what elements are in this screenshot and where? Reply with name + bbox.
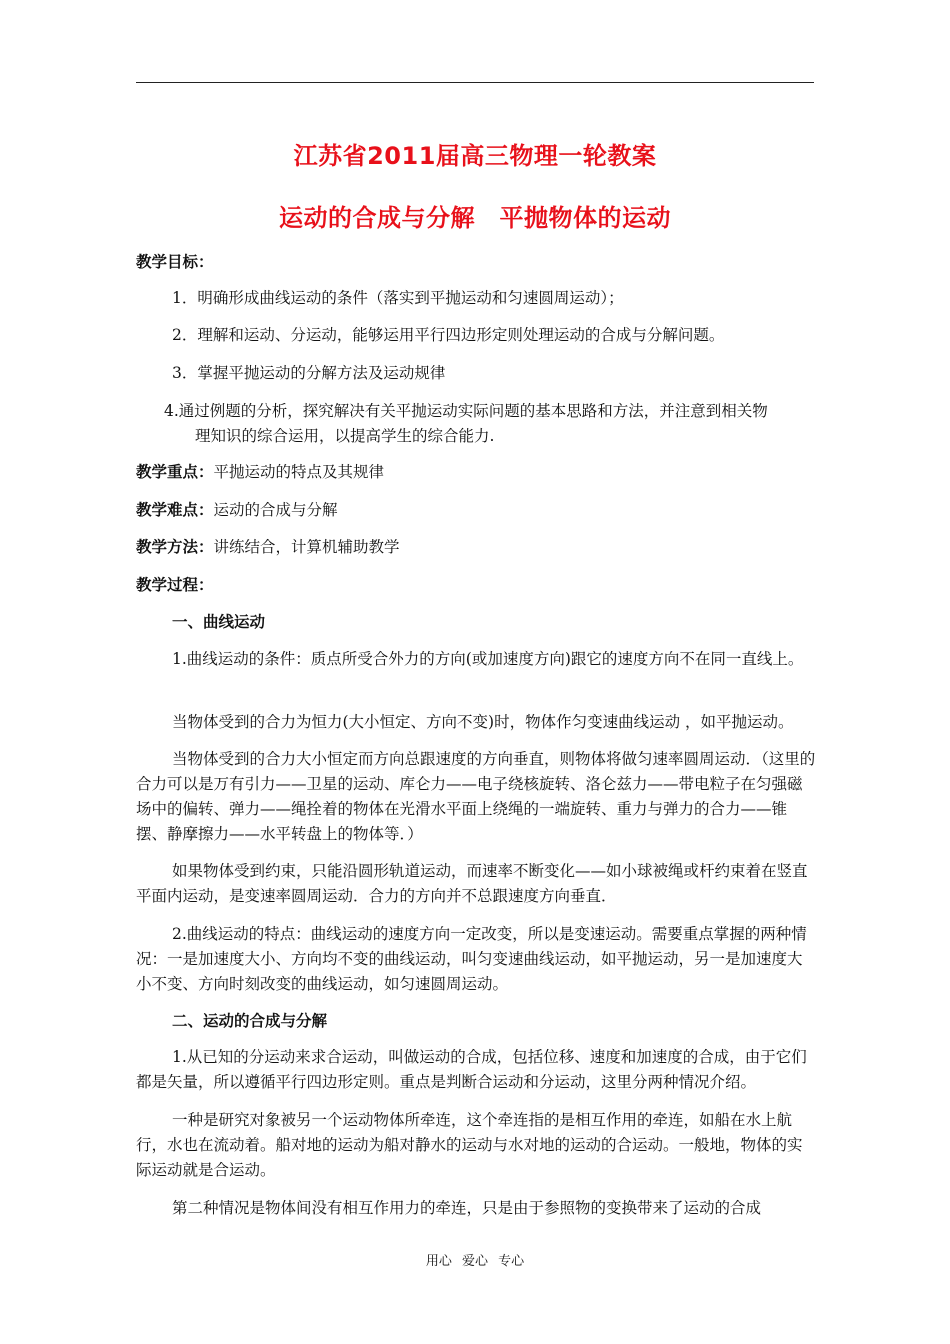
objective-item-2: 2．理解和运动、分运动，能够运用平行四边形定则处理运动的合成与分解问题。: [172, 326, 725, 344]
doc-title: 江苏省2011届高三物理一轮教案: [293, 142, 657, 170]
section1-p2: 当物体受到的合力为恒力(大小恒定、方向不变)时，物体作匀变速曲线运动 ，如平抛运动。: [172, 713, 794, 731]
key-point: [136, 460, 384, 485]
key-point-label: 教学重点：: [136, 463, 214, 481]
section1-heading: 一、曲线运动: [172, 613, 266, 631]
objective-item-3: 3．掌握平抛运动的分解方法及运动规律: [172, 364, 446, 382]
section1-p3: 当物体受到的合力大小恒定而方向总跟速度的方向垂直，则物体将做匀速率圆周运动．（这里的合力可以是万有引力——卫星的运动、库仑力——电子绕核旋转、洛仑兹力——带电粒子在匀强磁场中的偏转、弹力——绳拴着的物体在光滑水平面上绕绳的一端旋转、重力与弹力的合力——锥摆、静摩擦力——水平转盘上的物体等．）: [136, 750, 816, 843]
section1-p5: 2.曲线运动的特点：曲线运动的速度方向一定改变，所以是变速运动。需要重点掌握的两种情况：一是加速度大小、方向均不变的曲线运动，叫匀变速曲线运动，如平抛运动，另一是加速度大小不变、方向时刻改变的曲线运动，如匀速圆周运动。: [136, 925, 807, 993]
section2-p1: 1.从已知的分运动来求合运动，叫做运动的合成，包括位移、速度和加速度的合成，由于它们都是矢量，所以遵循平行四边形定则。重点是判断合运动和分运动，这里分两种情况介绍。: [136, 1048, 807, 1091]
page-footer: 用心 爱心 专心: [425, 1254, 525, 1269]
objectives-label: 教学目标：: [136, 253, 214, 271]
difficulty-text: 运动的合成与分解: [213, 501, 338, 519]
method: [136, 535, 400, 560]
objective-item-4-cont: 理知识的综合运用，以提高学生的综合能力.: [195, 427, 495, 445]
objective-item-4: 4.通过例题的分析，探究解决有关平抛运动实际问题的基本思路和方法，并注意到相关物: [164, 402, 768, 420]
header-rule: [136, 82, 814, 83]
section2-p2: 一种是研究对象被另一个运动物体所牵连，这个牵连指的是相互作用的牵连，如船在水上航行，水也在流动着。船对地的运动为船对静水的运动与水对地的运动的合运动。一般地，物体的实际运动就是合运动。: [136, 1111, 803, 1179]
section2-p3: 第二种情况是物体间没有相互作用力的牵连，只是由于参照物的变换带来了运动的合成: [172, 1199, 762, 1217]
section1-p1: 1.曲线运动的条件：质点所受合外力的方向(或加速度方向)跟它的速度方向不在同一直线上。: [172, 650, 804, 668]
difficulty-label: 教学难点：: [136, 501, 214, 519]
process-label: 教学过程：: [136, 576, 214, 594]
objective-item-1: 1．明确形成曲线运动的条件（落实到平抛运动和匀速圆周运动）；: [172, 289, 624, 307]
key-point-text: 平抛运动的特点及其规律: [213, 463, 385, 481]
difficulty: [136, 498, 338, 523]
method-text: 讲练结合，计算机辅助教学: [213, 538, 400, 556]
method-label: 教学方法：: [136, 538, 214, 556]
doc-subtitle: 运动的合成与分解 平抛物体的运动: [279, 204, 671, 232]
section2-heading: 二、运动的合成与分解: [172, 1012, 328, 1030]
section1-p4: 如果物体受到约束，只能沿圆形轨道运动，而速率不断变化——如小球被绳或杆约束着在竖直平面内运动，是变速率圆周运动．合力的方向并不总跟速度方向垂直．: [136, 862, 808, 905]
